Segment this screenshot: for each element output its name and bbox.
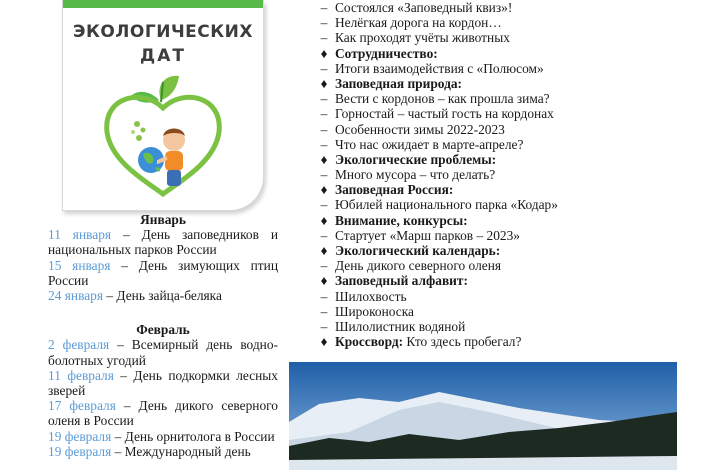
diamond-bullet-icon: ♦ [320, 273, 328, 289]
toc-item [317, 91, 717, 106]
month-heading-february: Февраль [136, 322, 190, 338]
card-title-line2: ДАТ [140, 46, 186, 66]
toc-label: Состоялся «Заповедный квиз»! [335, 0, 513, 15]
toc-section-heading [317, 152, 717, 167]
event-date: 15 января [48, 257, 111, 273]
dash-bullet-icon: – [320, 227, 328, 243]
toc-section-heading [317, 76, 717, 91]
event-date: 19 февраля [48, 443, 112, 459]
toc-label: Много мусора – что делать? [335, 167, 496, 183]
diamond-bullet-icon: ♦ [320, 182, 328, 198]
eco-dates-list [48, 212, 278, 459]
toc-label-tail: Кто здесь пробегал? [403, 334, 522, 350]
dash-bullet-icon: – [320, 318, 328, 334]
toc-label: Широконоска [335, 303, 414, 319]
toc-label: Заповедный алфавит: [335, 273, 468, 289]
toc-item [317, 0, 717, 15]
event-text: – День подкормки лесных зверей [48, 367, 278, 399]
event-text: – День зайца-беляка [103, 288, 222, 304]
dash-bullet-icon: – [320, 258, 328, 274]
toc-section-heading [317, 46, 717, 61]
toc-label: Нелёгкая дорога на кордон… [335, 15, 502, 31]
toc-section-heading [317, 213, 717, 228]
event-text: – День орнитолога в России [111, 428, 275, 444]
month-heading-january: Январь [140, 212, 186, 227]
dash-bullet-icon: – [320, 197, 328, 213]
dash-bullet-icon: – [320, 167, 328, 183]
toc-label: Юбилей национального парка «Кодар» [335, 197, 558, 213]
toc-item [317, 137, 717, 152]
table-of-contents [317, 0, 717, 349]
toc-item [317, 61, 717, 76]
toc-label: Стартует «Марш парков – 2023» [335, 227, 520, 243]
winter-mountains-photo [289, 362, 677, 470]
card-title-line1: ЭКОЛОГИЧЕСКИХ [72, 22, 253, 42]
event-date: 11 февраля [48, 367, 114, 383]
dash-bullet-icon: – [320, 288, 328, 304]
dash-bullet-icon: – [320, 0, 328, 15]
toc-item [317, 122, 717, 137]
event-entry [48, 258, 278, 288]
toc-section-heading [317, 273, 717, 288]
mountain-landscape-image [289, 362, 677, 470]
dash-bullet-icon: – [320, 121, 328, 137]
toc-item [317, 30, 717, 45]
toc-label: Вести с кордонов – как прошла зима? [335, 91, 550, 107]
event-text: – День дикого северного оленя в России [48, 398, 278, 429]
dash-bullet-icon: – [320, 136, 328, 152]
toc-label: Сотрудничество: [335, 45, 438, 61]
event-date: 19 февраля [48, 428, 112, 444]
toc-label: Заповедная природа: [335, 75, 463, 91]
event-date: 11 января [48, 227, 112, 243]
diamond-bullet-icon: ♦ [320, 212, 328, 228]
event-entry [48, 429, 278, 444]
apple-heart-icon [63, 70, 263, 210]
toc-item [317, 197, 717, 212]
dash-bullet-icon: – [320, 303, 328, 319]
toc-item [317, 15, 717, 30]
toc-label: Экологические проблемы: [335, 151, 497, 167]
dash-bullet-icon: – [320, 106, 328, 122]
toc-item [317, 319, 717, 334]
toc-label: Заповедная Россия: [335, 182, 454, 198]
toc-label: Итоги взаимодействия с «Полюсом» [335, 60, 544, 76]
toc-label: Что нас ожидает в марте-апреле? [335, 136, 524, 152]
toc-section-heading [317, 243, 717, 258]
event-entry [48, 444, 278, 459]
toc-item [317, 167, 717, 182]
event-text: – День зимующих птиц России [48, 257, 278, 288]
event-date: 17 февраля [48, 398, 116, 414]
toc-label: День дикого северного оленя [335, 258, 502, 274]
toc-item [317, 289, 717, 304]
event-entry [48, 368, 278, 398]
toc-label: Шилохвость [335, 288, 407, 304]
dash-bullet-icon: – [320, 91, 328, 107]
diamond-bullet-icon: ♦ [320, 243, 328, 258]
diamond-bullet-icon: ♦ [320, 334, 328, 350]
event-entry [48, 288, 278, 303]
toc-label: Внимание, конкурсы: [335, 212, 468, 228]
diamond-bullet-icon: ♦ [320, 45, 328, 61]
toc-label: Как проходят учёты животных [335, 30, 510, 46]
toc-item [317, 304, 717, 319]
event-text: – День заповедников и национальных парков России [48, 227, 278, 258]
event-text: – Международный день [111, 443, 251, 459]
event-entry [48, 227, 278, 257]
toc-label: Горностай – частый гость на кордонах [335, 106, 554, 122]
event-date: 24 января [48, 288, 104, 304]
toc-item [317, 106, 717, 121]
dash-bullet-icon: – [320, 30, 328, 46]
toc-label: Особенности зимы 2022-2023 [335, 121, 505, 137]
event-entry [48, 398, 278, 428]
dash-bullet-icon: – [320, 15, 328, 31]
diamond-bullet-icon: ♦ [320, 151, 328, 167]
event-date: 2 февраля [48, 337, 110, 353]
event-text: – Всемирный день водно-болотных угодий [48, 337, 278, 368]
toc-label: Кроссворд: [335, 334, 404, 350]
eco-calendar-card [62, 0, 264, 211]
diamond-bullet-icon: ♦ [320, 75, 328, 91]
toc-section-heading [317, 334, 717, 349]
event-entry [48, 337, 278, 367]
card-green-bar [63, 0, 263, 8]
toc-item [317, 228, 717, 243]
toc-label: Экологический календарь: [335, 243, 501, 258]
dash-bullet-icon: – [320, 60, 328, 76]
toc-item [317, 258, 717, 273]
toc-section-heading [317, 182, 717, 197]
toc-label: Шилолистник водяной [335, 318, 466, 334]
